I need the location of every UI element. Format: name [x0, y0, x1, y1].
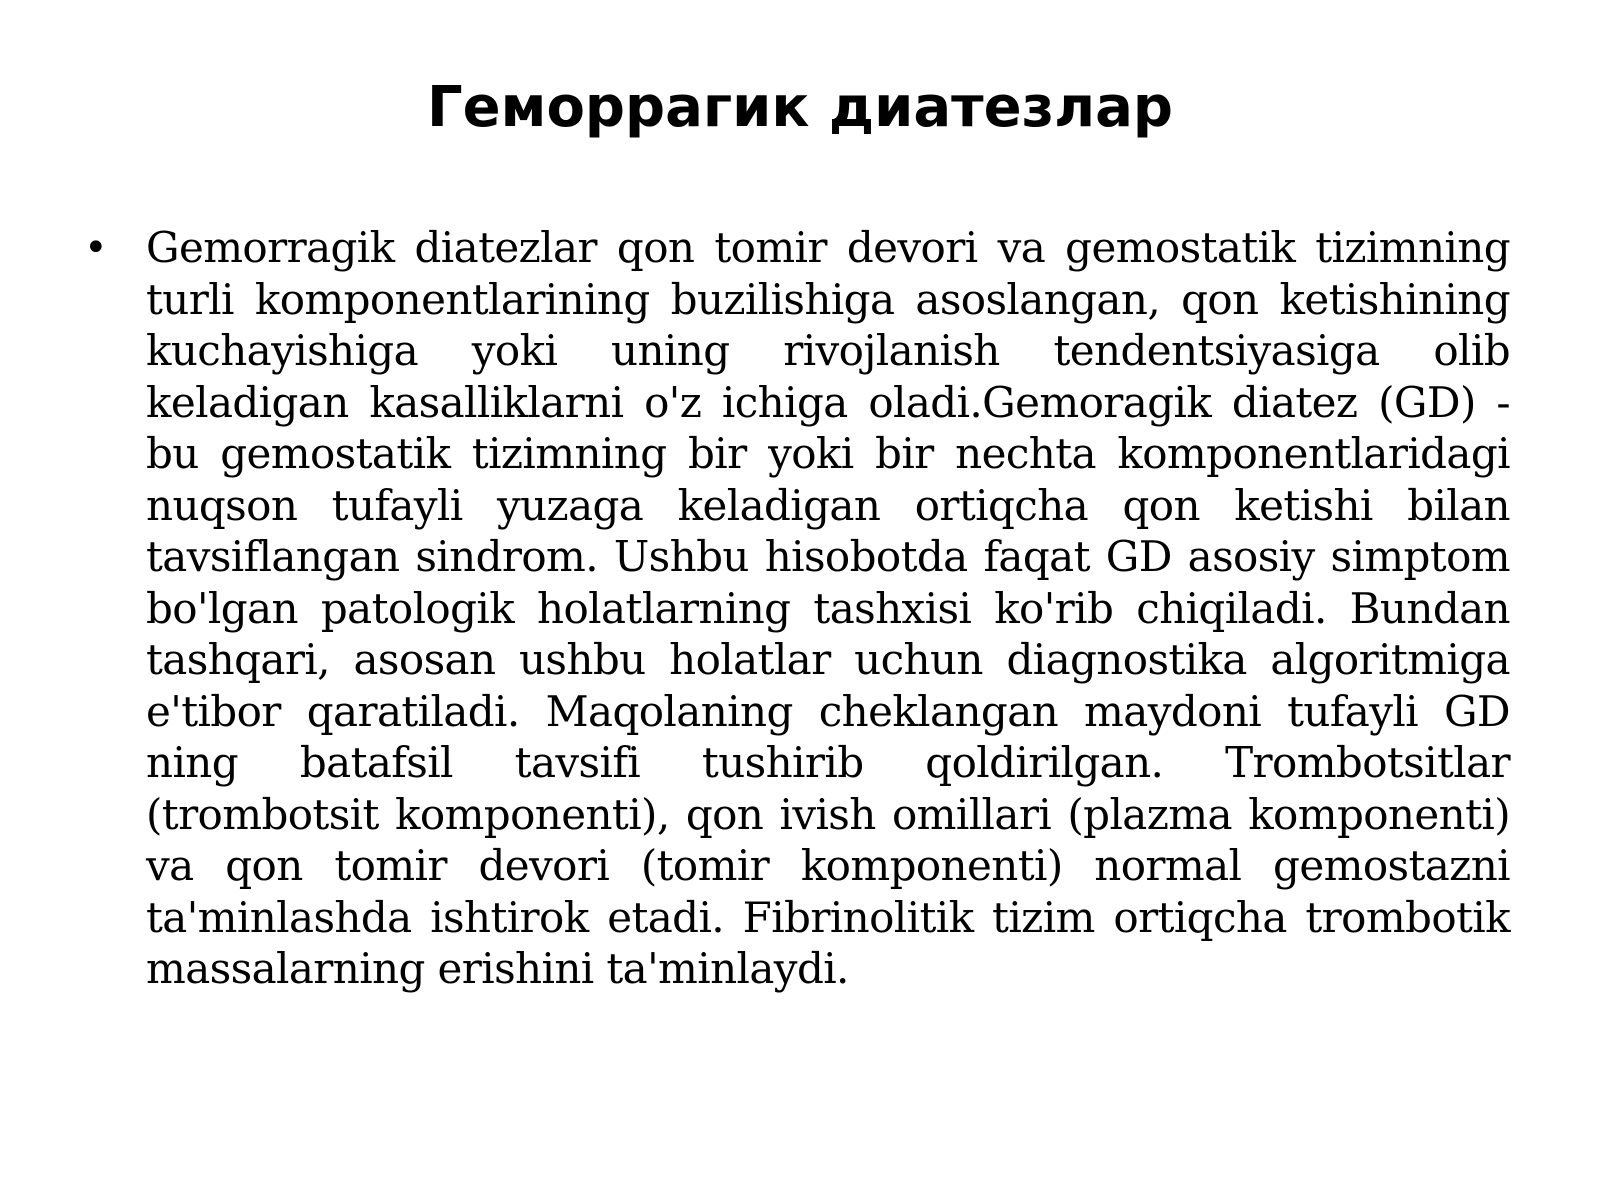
- bullet-text: Gemorragik diatezlar qon tomir devori va gemostatik tizimning turli komponentlarining buzilishiga asoslangan, qon ketishining kuchayishiga yoki uning rivojlanish tendentsiyasiga olib keladigan kasalliklarni o'z ichiga oladi.Gemoragik diatez (GD) - bu gemostatik tizimning bir yoki bir nechta komponentlaridagi nuqson tufayli yuzaga keladigan ortiqcha qon ketishi bilan tavsiflangan sindrom. Ushbu hisobotda faqat GD asosiy simptom bo'lgan patologik holatlarning tashxisi ko'rib chiqiladi. Bundan tashqari, asosan ushbu holatlar uchun diagnostika algoritmiga e'tibor qaratiladi. Maqolaning cheklangan maydoni tufayli GD ning batafsil tavsifi tushirib qoldirilgan. Trombotsitlar (trombotsit komponenti), qon ivish omillari (plazma komponenti) va qon tomir devori (tomir komponenti) normal gemostazni ta'minlashda ishtirok etadi. Fibrinolitik tizim ortiqcha trombotik massalarning erishini ta'minlaydi.: [146, 223, 1510, 993]
- bullet-list: [80, 222, 1510, 995]
- slide-title: Геморрагик диатезлар: [427, 75, 1173, 140]
- bullet-marker: •: [84, 225, 108, 271]
- bullet-item: [80, 222, 1510, 995]
